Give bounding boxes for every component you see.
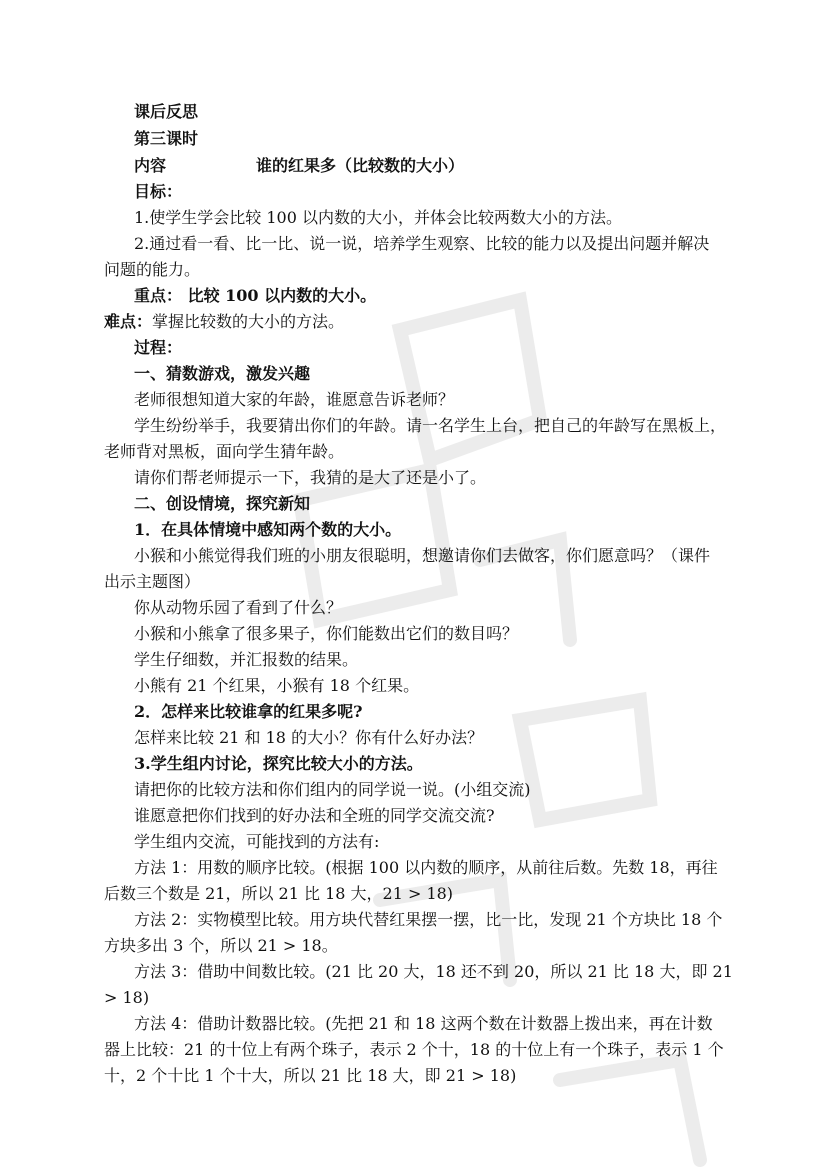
subsection-3-heading: 3.学生组内讨论，探究比较大小的方法。 [134,754,423,773]
method-3-cont: > 18) [104,988,150,1007]
key-point [134,285,376,307]
paragraph: 出示主题图） [104,572,201,591]
paragraph: 小猴和小熊觉得我们班的小朋友很聪明，想邀请你们去做客，你们愿意吗？（课件 [134,546,711,565]
key-text: 比较 100 以内数的大小。 [182,286,377,305]
paragraph: 小猴和小熊拿了很多果子，你们能数出它们的数目吗？ [134,624,519,643]
heading-lesson: 第三课时 [134,129,199,148]
method-1-cont: 后数三个数是 21，所以 21 比 18 大，21 > 18) [104,884,454,903]
key-label: 重点： [134,286,183,305]
goal-2-line-2: 问题的能力。 [104,260,201,279]
paragraph: 谁愿意把你们找到的好办法和全班的同学交流交流? [134,806,495,825]
paragraph: 小熊有 21 个红果，小猴有 18 个红果。 [134,676,420,695]
paragraph: 你从动物乐园了看到了什么？ [134,598,343,617]
process-label: 过程： [134,338,183,357]
goal-2-line-1: 2.通过看一看、比一比、说一说，培养学生观察、比较的能力以及提出问题并解决 [134,234,710,253]
goal-1: 1.使学生学会比较 100 以内数的大小，并体会比较两数大小的方法。 [134,208,622,227]
content-row [134,155,464,177]
heading-reflection: 课后反思 [134,102,199,121]
paragraph: 老师背对黑板，面向学生猜年龄。 [104,442,345,461]
paragraph: 学生纷纷举手，我要猜出你们的年龄。请一名学生上台，把自己的年龄写在黑板上， [134,416,727,435]
method-4-cont: 器上比较：21 的十位上有两个珠子，表示 2 个十，18 的十位上有一个珠子，表示 1 个 [104,1040,724,1059]
subsection-1-heading: 1．在具体情境中感知两个数的大小。 [134,520,402,539]
content-label: 内容 [134,156,167,175]
subsection-2-heading: 2．怎样来比较谁拿的红果多呢? [134,702,363,721]
section-1-heading: 一、猜数游戏，激发兴趣 [134,364,311,383]
section-2-heading: 二、创设情境，探究新知 [134,494,311,513]
content-title: 谁的红果多（比较数的大小） [256,156,465,175]
paragraph: 请你们帮老师提示一下，我猜的是大了还是小了。 [134,468,487,487]
method-2-cont: 方块多出 3 个，所以 21 > 18。 [104,936,338,955]
difficulty-text: 掌握比较数的大小的方法。 [152,312,345,331]
paragraph: 老师很想知道大家的年龄，谁愿意告诉老师？ [134,390,455,409]
method-4: 方法 4：借助计数器比较。(先把 21 和 18 这两个数在计数器上拨出来，再在计数 [134,1014,713,1033]
method-3: 方法 3：借助中间数比较。(21 比 20 大，18 还不到 20，所以 21 比 18 大，即 21 [134,962,733,981]
method-4-cont-2: 十，2 个十比 1 个十大，所以 21 比 18 大，即 21 > 18) [104,1066,517,1085]
paragraph: 怎样来比较 21 和 18 的大小？你有什么好办法？ [134,728,484,747]
method-2: 方法 2：实物模型比较。用方块代替红果摆一摆，比一比，发现 21 个方块比 18 个 [134,910,723,929]
paragraph: 请把你的比较方法和你们组内的同学说一说。(小组交流) [134,780,531,799]
method-1: 方法 1：用数的顺序比较。(根据 100 以内数的顺序，从前往后数。先数 18，再往 [134,858,718,877]
difficulty [104,311,344,333]
paragraph: 学生仔细数，并汇报数的结果。 [134,650,359,669]
goal-label: 目标： [134,182,183,201]
difficulty-label: 难点： [104,312,153,331]
paragraph: 学生组内交流，可能找到的方法有: [134,832,380,851]
